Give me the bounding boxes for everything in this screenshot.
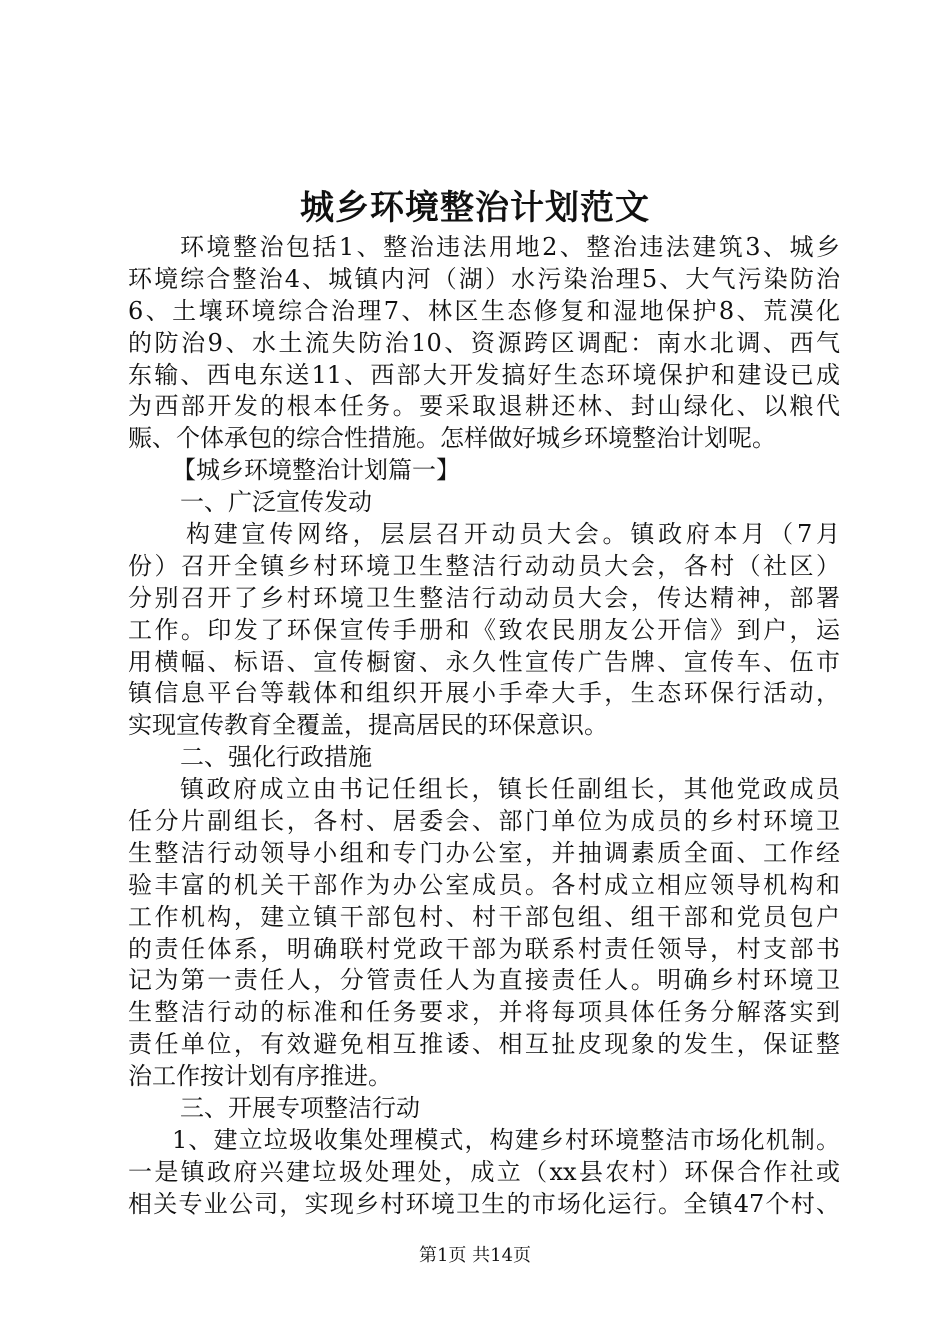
paragraph-line: 任分片副组长，各村、居委会、部门单位为成员的乡村环境卫: [128, 807, 840, 836]
document-title: 城乡环境整治计划范文: [300, 188, 650, 228]
paragraph-line: 记为第一责任人，分管责任人为直接责任人。明确乡村环境卫: [128, 966, 840, 995]
section-heading: 一、广泛宣传发动: [180, 488, 372, 517]
paragraph-line: 6、土壤环境综合治理7、林区生态修复和湿地保护8、荒漠化: [128, 296, 840, 325]
paragraph-line: 责任单位，有效避免相互推诿、相互扯皮现象的发生，保证整: [128, 1030, 840, 1059]
paragraph-line: 环境综合整治4、城镇内河（湖）水污染治理5、大气污染防治: [128, 264, 840, 293]
paragraph-line: 实现宣传教育全覆盖，提高居民的环保意识。: [128, 711, 608, 740]
paragraph-line: 生整洁行动领导小组和专门办公室，并抽调素质全面、工作经: [128, 838, 840, 867]
paragraph-line: 1、建立垃圾收集处理模式，构建乡村环境整洁市场化机制。: [172, 1125, 840, 1154]
section-heading: 二、强化行政措施: [180, 743, 372, 772]
paragraph-line: 治工作按计划有序推进。: [128, 1062, 392, 1091]
paragraph-line: 相关专业公司，实现乡村环境卫生的市场化运行。全镇47个村、: [128, 1189, 840, 1218]
paragraph-line: 验丰富的机关干部作为办公室成员。各村成立相应领导机构和: [128, 870, 840, 899]
paragraph-line: 为西部开发的根本任务。要采取退耕还林、封山绿化、以粮代: [128, 392, 840, 421]
paragraph-line: 一是镇政府兴建垃圾处理处，成立（xx县农村）环保合作社或: [128, 1157, 840, 1186]
paragraph-line: 的责任体系，明确联村党政干部为联系村责任领导，村支部书: [128, 934, 840, 963]
paragraph-line: 生整洁行动的标准和任务要求，并将每项具体任务分解落实到: [128, 998, 840, 1027]
paragraph-line: 构建宣传网络，层层召开动员大会。镇政府本月（7月: [186, 520, 840, 549]
page-footer: 第1页 共14页: [418, 1245, 532, 1266]
paragraph-line: 工作机构，建立镇干部包村、村干部包组、组干部和党员包户: [128, 902, 840, 931]
paragraph-line: 镇信息平台等载体和组织开展小手牵大手，生态环保行活动，: [128, 679, 840, 708]
document-body: [128, 232, 840, 1221]
paragraph-line: 赈、个体承包的综合性措施。怎样做好城乡环境整治计划呢。: [128, 424, 776, 453]
paragraph-line: 东输、西电东送11、西部大开发搞好生态环境保护和建设已成: [128, 360, 840, 389]
paragraph-line: 用横幅、标语、宣传橱窗、永久性宣传广告牌、宣传车、伍市: [128, 647, 840, 676]
paragraph-line: 份）召开全镇乡村环境卫生整洁行动动员大会，各村（社区）: [128, 551, 840, 580]
paragraph-line: 工作。印发了环保宣传手册和《致农民朋友公开信》到户，运: [128, 615, 840, 644]
section-heading: 三、开展专项整洁行动: [180, 1094, 420, 1123]
paragraph-line: 环境整治包括1、整治违法用地2、整治违法建筑3、城乡: [180, 233, 840, 261]
section-heading: 【城乡环境整治计划篇一】: [172, 456, 460, 485]
paragraph-line: 镇政府成立由书记任组长，镇长任副组长，其他党政成员: [180, 775, 840, 804]
paragraph-line: 的防治9、水土流失防治10、资源跨区调配：南水北调、西气: [128, 328, 840, 357]
paragraph-line: 分别召开了乡村环境卫生整洁行动动员大会，传达精神，部署: [128, 583, 840, 612]
